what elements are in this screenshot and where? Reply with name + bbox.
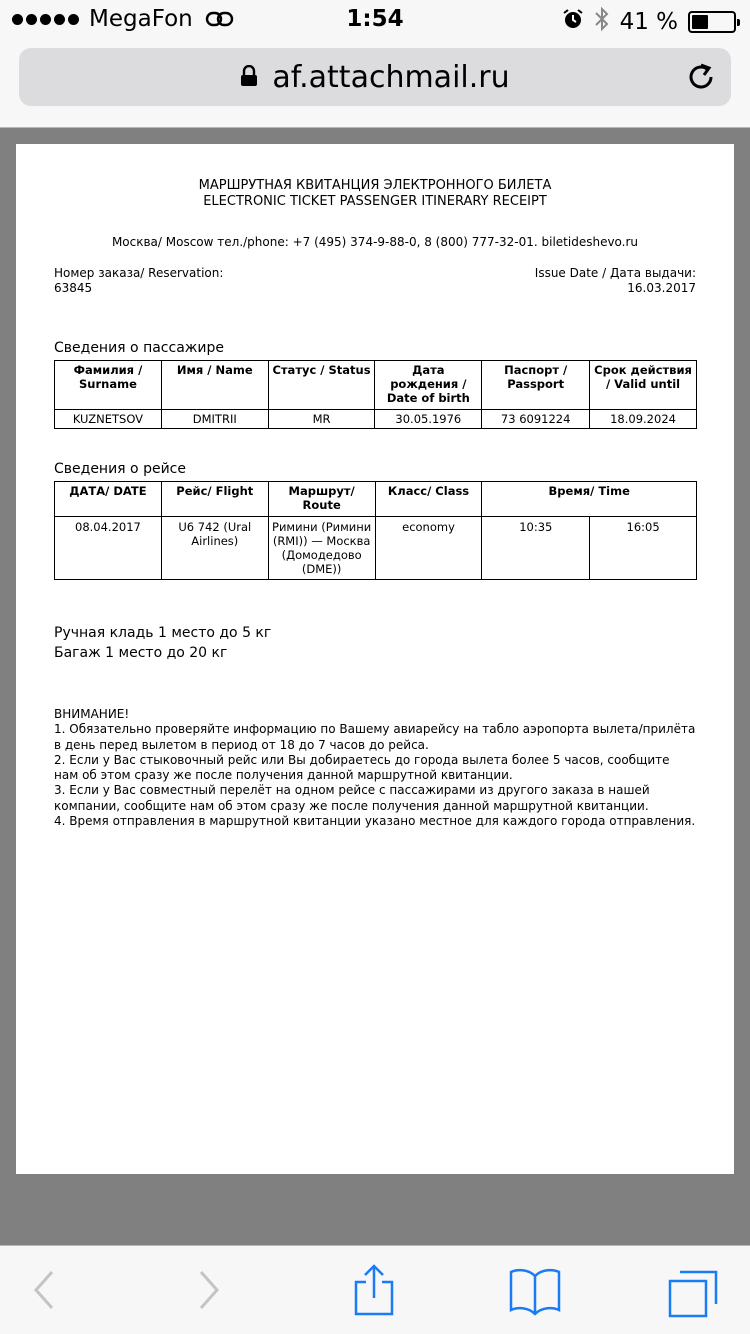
battery-percent: 41 % [619, 9, 678, 35]
status-bar [0, 0, 750, 42]
table-header: Паспорт / Passport [482, 361, 590, 410]
table-header: Фамилия / Surname [55, 361, 162, 410]
table-cell: DMITRII [161, 410, 268, 429]
order-meta [54, 266, 696, 300]
notice-title: ВНИМАНИЕ! [54, 707, 130, 721]
notice-item: 1. Обязательно проверяйте информацию по Вашему авиарейсу на табло аэропорта вылета/прилёта в день перед вылетом в период от 18 до 7 часов до рейса. [54, 722, 696, 752]
title-ru: МАРШРУТНАЯ КВИТАНЦИЯ ЭЛЕКТРОННОГО БИЛЕТА [198, 178, 552, 193]
table-cell: 18.09.2024 [590, 410, 697, 429]
table-cell: 10:35 [482, 517, 590, 580]
notice-item: 4. Время отправления в маршрутной квитанции указано местное для каждого города отправления. [54, 814, 696, 829]
issue-date-label: Issue Date / Дата выдачи: [534, 266, 696, 280]
alarm-icon [562, 8, 584, 36]
lock-icon [240, 65, 258, 91]
bluetooth-icon [594, 6, 610, 38]
agency-contacts: Москва/ Moscow тел./phone: +7 (495) 374-9-88-0, 8 (800) 777-32-01. biletideshevo.ru [111, 235, 639, 249]
table-header: Статус / Status [268, 361, 375, 410]
forward-button[interactable] [195, 1264, 225, 1320]
table-cell: U6 742 (Ural Airlines) [161, 517, 268, 580]
address-bar[interactable] [19, 48, 731, 106]
table-row [55, 410, 697, 429]
table-cell: 73 6091224 [482, 410, 590, 429]
table-header-row [55, 361, 697, 410]
notice-block [54, 707, 696, 829]
battery-icon [688, 11, 736, 33]
reservation-label: Номер заказа/ Reservation: [54, 266, 224, 280]
reservation-number: 63845 [54, 281, 93, 295]
tabs-button[interactable] [666, 1264, 720, 1322]
table-header: Рейс/ Flight [161, 482, 268, 517]
share-button[interactable] [352, 1264, 396, 1322]
status-time: 1:54 [346, 6, 404, 32]
hand-luggage: Ручная кладь 1 место до 5 кг [54, 625, 272, 641]
table-header: Время/ Time [482, 482, 697, 517]
issue-date: 16.03.2017 [627, 281, 696, 295]
table-cell: 08.04.2017 [55, 517, 162, 580]
document-title [54, 178, 696, 210]
table-cell: Римини (Римини (RMI)) — Москва (Домодедово (DME)) [268, 517, 375, 580]
table-cell: 16:05 [590, 517, 697, 580]
back-button[interactable] [28, 1264, 58, 1320]
table-header-row [55, 482, 697, 517]
table-row [55, 517, 697, 580]
table-header: Класс/ Class [375, 482, 482, 517]
table-header: ДАТА/ DATE [55, 482, 162, 517]
reload-icon[interactable] [687, 61, 717, 97]
flight-section-title: Сведения о рейсе [54, 461, 186, 477]
title-en: ELECTRONIC TICKET PASSENGER ITINERARY RECEIPT [203, 194, 547, 209]
passenger-table [54, 360, 697, 429]
notice-item: 2. Если у Вас стыковочный рейс или Вы добираетесь до города вылета более 5 часов, сообщите нам об этом сразу же после получения данной маршрутной квитанции. [54, 752, 670, 783]
flight-table [54, 481, 697, 580]
table-header: Маршрут/ Route [268, 482, 375, 517]
table-header: Срок действия / Valid until [590, 361, 697, 410]
table-header: Имя / Name [161, 361, 268, 410]
passenger-section-title: Сведения о пассажире [54, 340, 224, 356]
table-cell: MR [268, 410, 375, 429]
notice-item: 3. Если у Вас совместный перелёт на одном рейсе с пассажирами из другого заказа в нашей компании, сообщите нам об этом сразу же после получения данной маршрутной квитанции. [54, 783, 650, 813]
table-cell: 30.05.1976 [375, 410, 482, 429]
url-text: af.attachmail.ru [272, 60, 510, 95]
table-header: Дата рождения / Date of birth [375, 361, 482, 410]
baggage-info [54, 623, 696, 663]
browser-top-bar [0, 0, 750, 128]
ticket-document [54, 178, 696, 829]
table-cell: KUZNETSOV [55, 410, 162, 429]
browser-toolbar [0, 1245, 750, 1334]
bookmarks-button[interactable] [508, 1264, 562, 1322]
carrier-name: MegaFon [89, 6, 193, 32]
document-page [16, 144, 734, 1174]
checked-baggage: Багаж 1 место до 20 кг [54, 645, 228, 661]
table-cell: economy [375, 517, 482, 580]
